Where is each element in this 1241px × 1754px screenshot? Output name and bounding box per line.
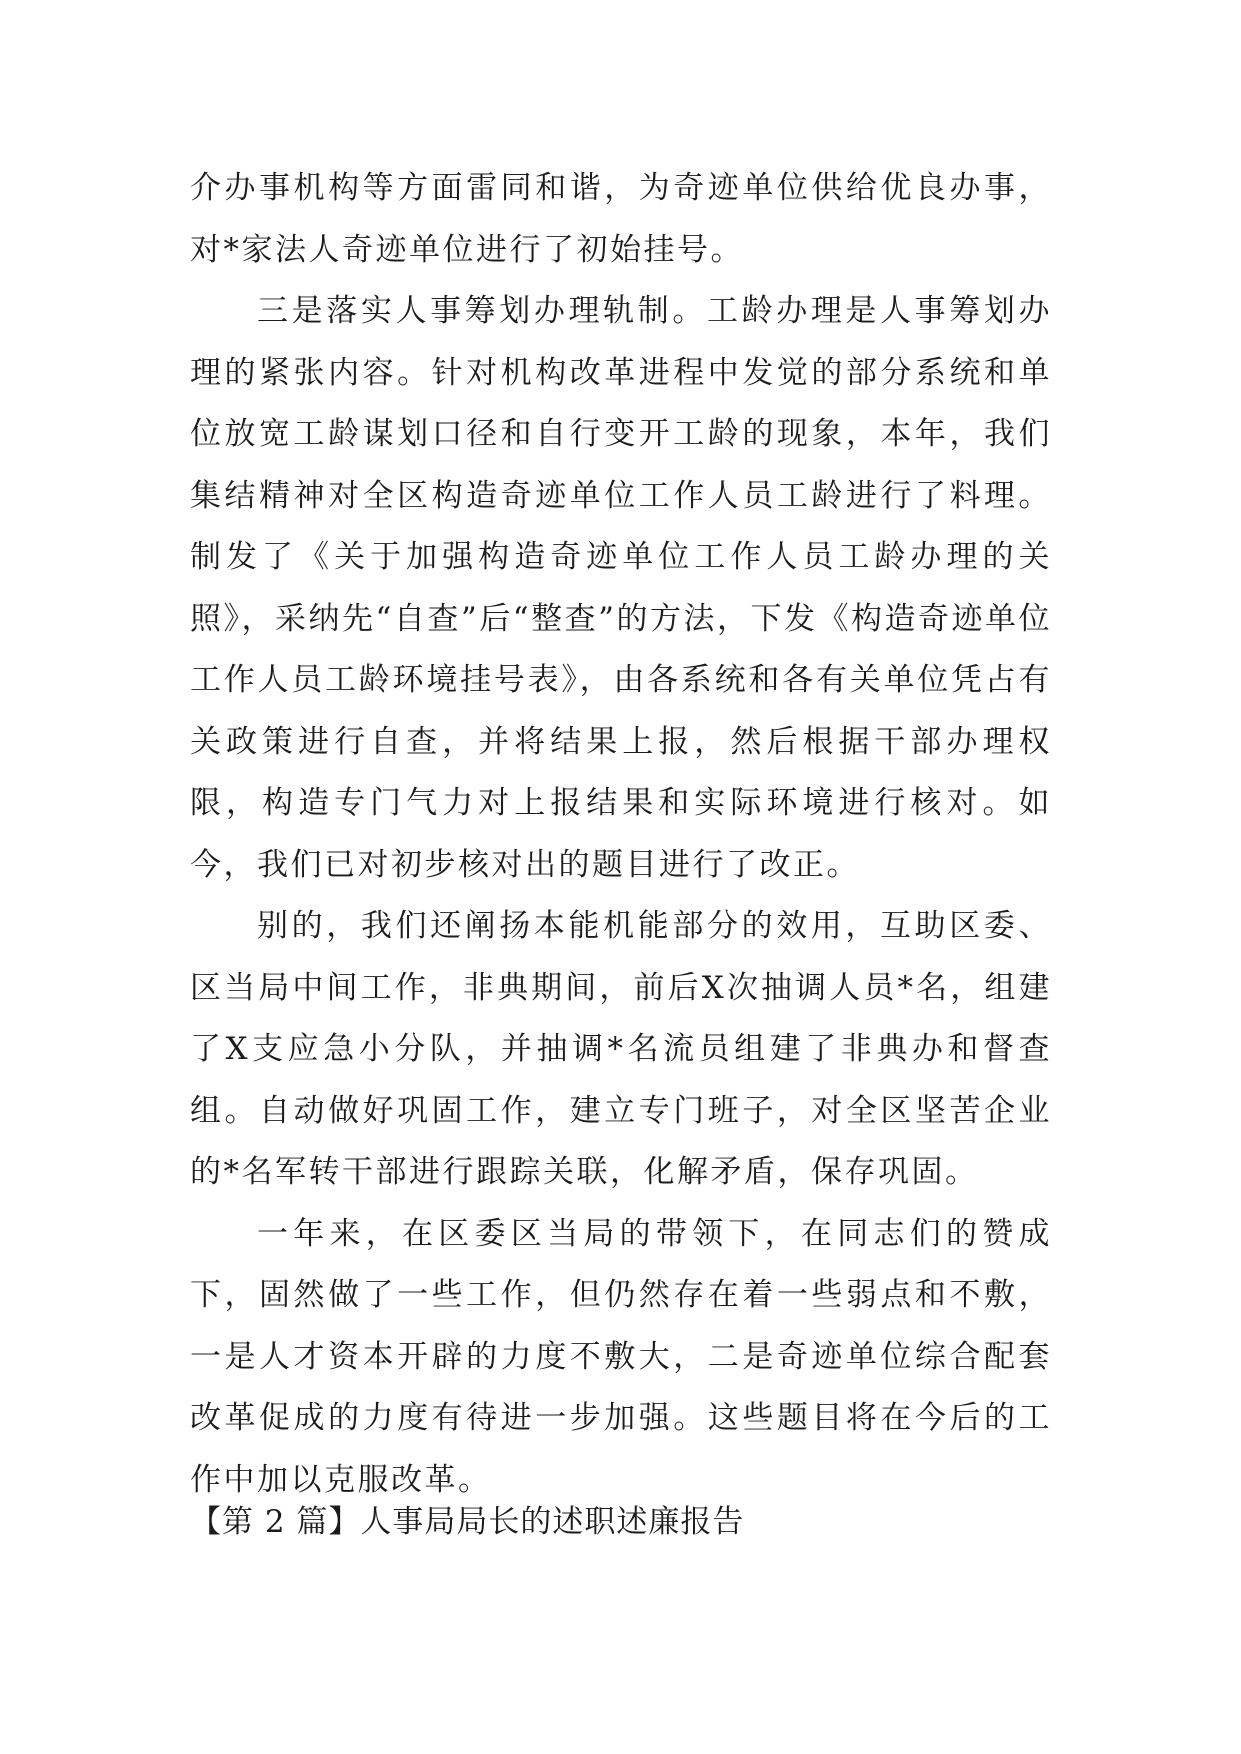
paragraph-4: 一年来，在区委区当局的带领下，在同志们的赞成下，固然做了一些工作，但仍然存在着一些弱点和不敷，一是人才资本开辟的力度不敷大，二是奇迹单位综合配套改革促成的力度有待进一步加强。这些题目将在今后的工作中加以克服改革。 (190, 1215, 1052, 1498)
paragraph-2: 三是落实人事筹划办理轨制。工龄办理是人事筹划办理的紧张内容。针对机构改革进程中发觉的部分系统和单位放宽工龄谋划口径和自行变开工龄的现象，本年，我们集结精神对全区构造奇迹单位工作人员工龄进行了料理。制发了《关于加强构造奇迹单位工作人员工龄办理的关照》，采纳先“自查”后“整查”的方法，下发《构造奇迹单位工作人员工龄环境挂号表》，由各系统和各有关单位凭占有关政策进行自查，并将结果上报，然后根据干部办理权限，构造专门气力对上报结果和实际环境进行核对。如今，我们已对初步核对出的题目进行了改正。 (190, 293, 1052, 883)
paragraph-3: 别的，我们还阐扬本能机能部分的效用，互助区委、区当局中间工作，非典期间，前后X次抽调人员*名，组建了X支应急小分队，并抽调*名流员组建了非典办和督查组。自动做好巩固工作，建立专门班子，对全区坚苦企业的*名军转干部进行跟踪关联，化解矛盾，保存巩固。 (190, 908, 1052, 1190)
body-text (190, 158, 1052, 1511)
paragraph-1: 介办事机构等方面雷同和谐，为奇迹单位供给优良办事，对*家法人奇迹单位进行了初始挂号。 (190, 170, 1052, 268)
section-heading: 【第 2 篇】人事局局长的述职述廉报告 (190, 1504, 745, 1540)
